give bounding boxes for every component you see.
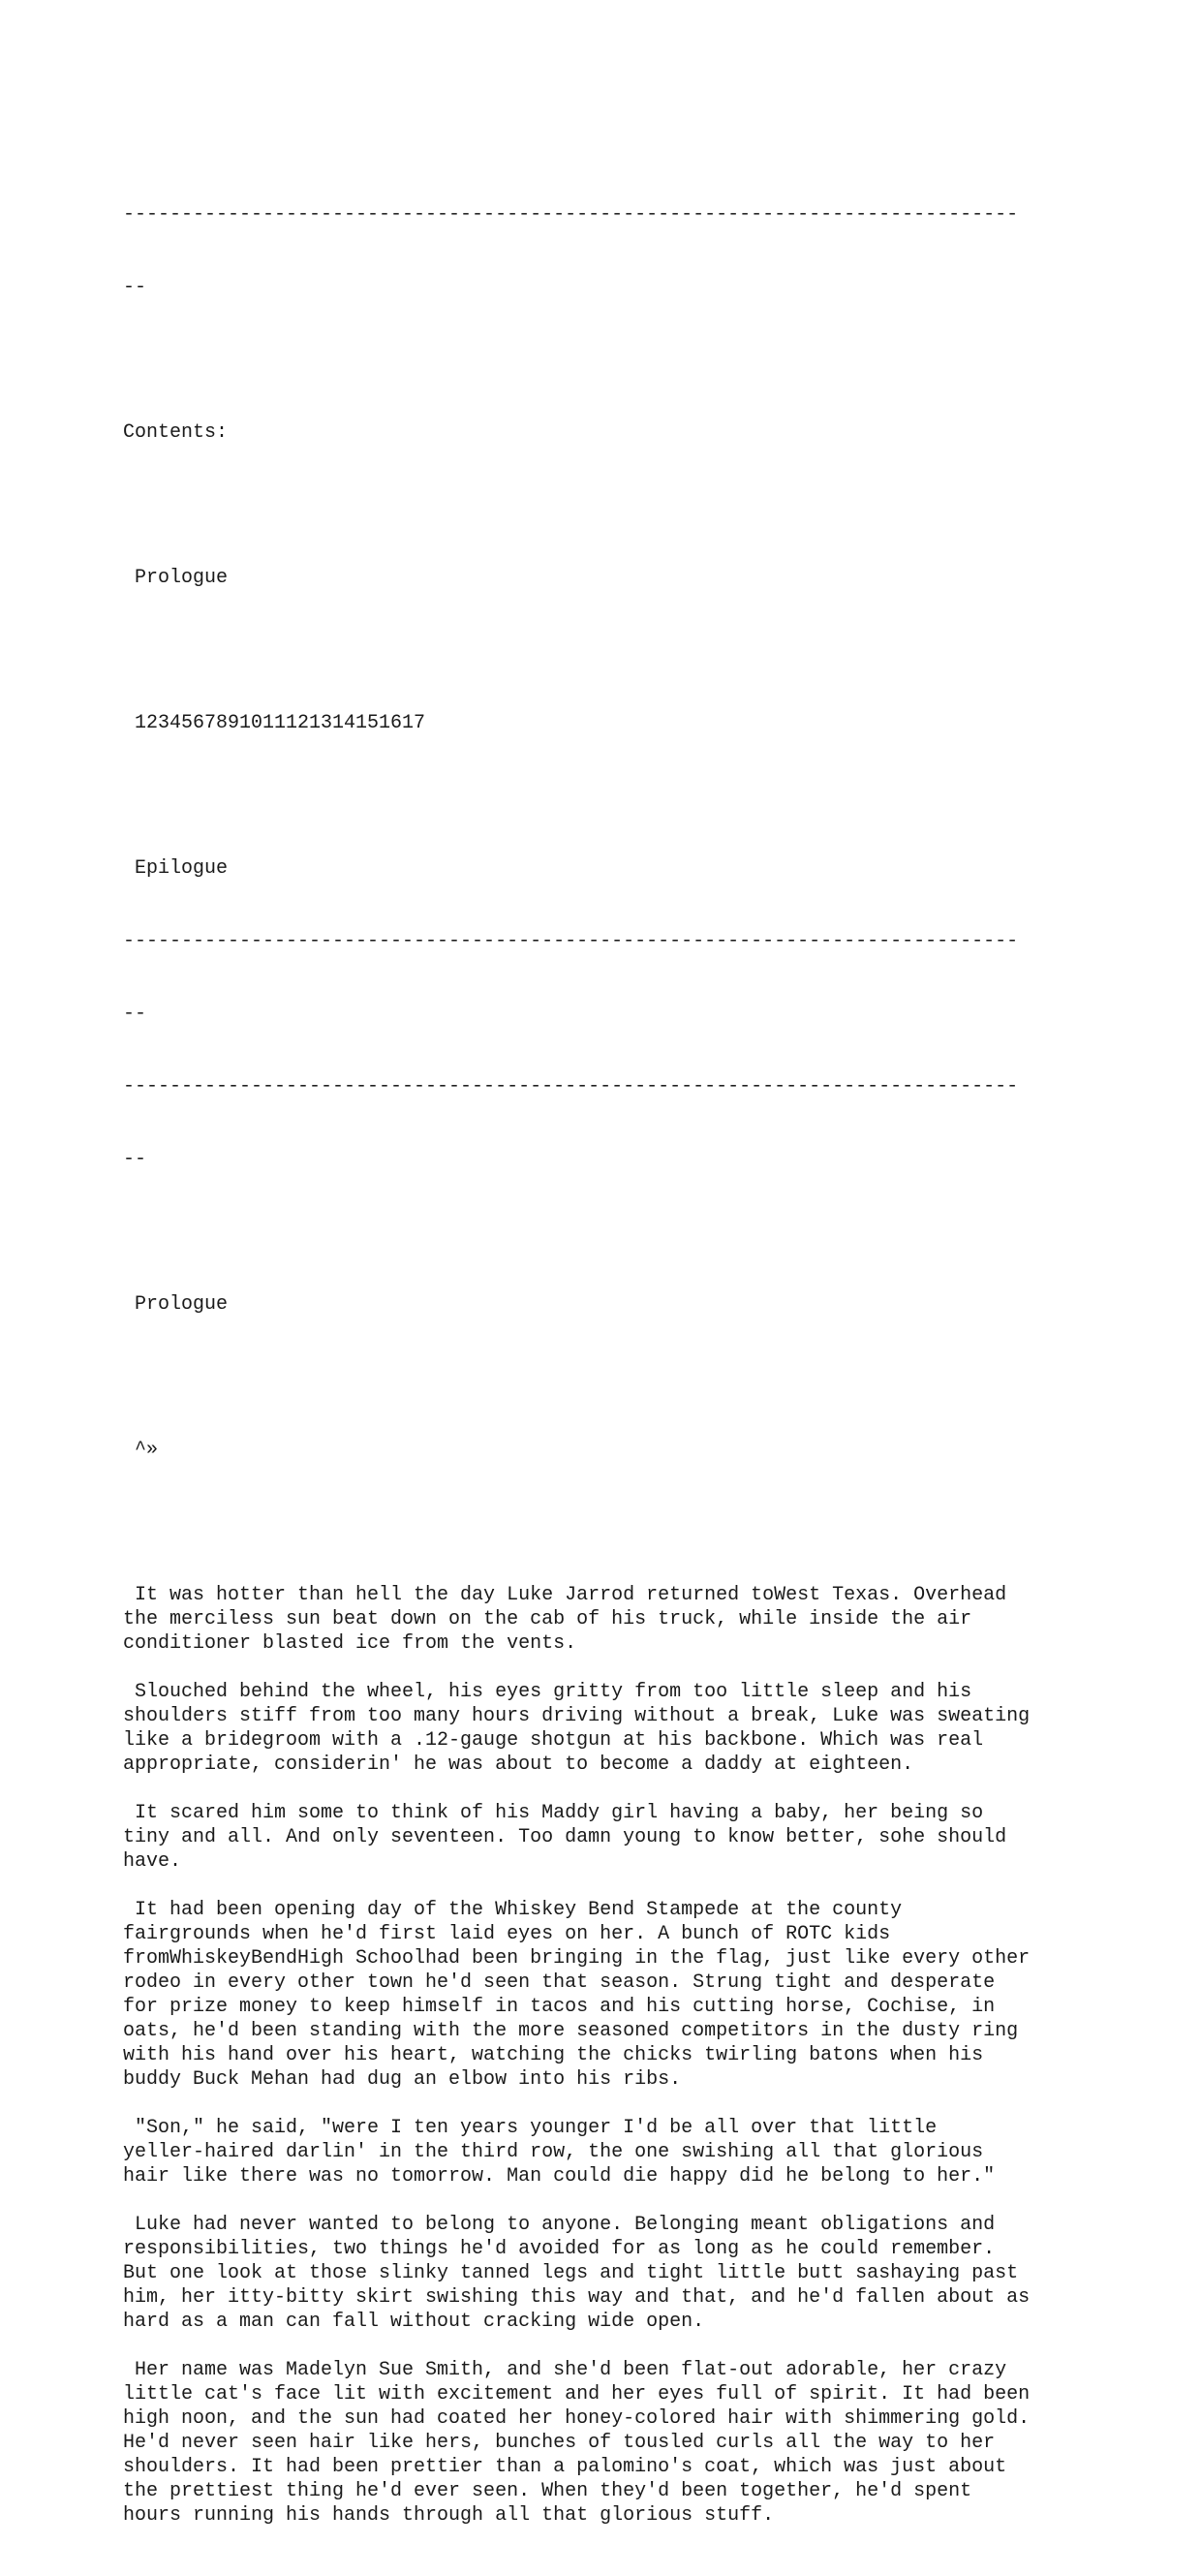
paragraph (123, 1680, 1092, 1777)
paragraph-line: rodeo in every other town he'd seen that season. Strung tight and desperate (123, 1971, 996, 1994)
paragraph-line: oats, he'd been standing with the more seasoned competitors in the dusty ring (123, 2020, 1019, 2042)
paragraph-line: appropriate, considerin' he was about to become a daddy at eighteen. (123, 1754, 914, 1776)
paragraph-line: conditioner blasted ice from the vents. (123, 1632, 577, 1655)
contents-heading: Contents: (123, 421, 229, 444)
contents-link-epilogue[interactable]: Epilogue (135, 857, 229, 880)
paragraph (123, 1583, 1092, 1656)
paragraph (123, 2116, 1092, 2188)
paragraph (123, 2358, 1092, 2528)
separator-rule-tail: -- (123, 276, 147, 298)
paragraph-line: fairgrounds when he'd first laid eyes on her. A bunch of ROTC kids (123, 1923, 891, 1945)
paragraph-line: the prettiest thing he'd ever seen. When they'd been together, he'd spent (123, 2480, 972, 2502)
paragraph-line: like a bridegroom with a .12-gauge shotgun at his backbone. Which was real (123, 1729, 984, 1752)
paragraph-line: "Son," he said, "were I ten years younger I'd be all over that little (123, 2117, 938, 2139)
paragraph-line: hair like there was no tomorrow. Man could die happy did he belong to her." (123, 2165, 996, 2188)
paragraph-line: little cat's face lit with excitement and her eyes full of spirit. It had been (123, 2383, 1031, 2405)
paragraph-line: shoulders stiff from too many hours driving without a break, Luke was sweating (123, 1705, 1031, 1727)
paragraph-line: Her name was Madelyn Sue Smith, and she'd been flat-out adorable, her crazy (123, 2359, 1007, 2381)
paragraph-line: It had been opening day of the Whiskey Bend Stampede at the county (123, 1899, 903, 1921)
paragraph (123, 2213, 1092, 2334)
ornament: ^» (135, 1439, 159, 1461)
paragraph-line: the merciless sun beat down on the cab of his truck, while inside the air (123, 1608, 972, 1630)
document-text (123, 154, 1092, 2576)
separator-rule-tail: -- (123, 1003, 147, 1025)
paragraph-line: buddy Buck Mehan had dug an elbow into his ribs. (123, 2068, 682, 2091)
paragraph-line: Slouched behind the wheel, his eyes gritty from too little sleep and his (123, 1681, 972, 1703)
separator-rule-tail: -- (123, 1148, 147, 1170)
separator-rule: ----------------------------------------------------------------------------- (123, 203, 1019, 226)
paragraph-line: tiny and all. And only seventeen. Too damn young to know better, sohe should (123, 1826, 1007, 1848)
chapter-title: Prologue (135, 1293, 229, 1316)
paragraph (123, 1898, 1092, 2092)
paragraph-line: with his hand over his heart, watching the chicks twirling batons when his (123, 2044, 984, 2066)
paragraph-line: him, her itty-bitty skirt swishing this way and that, and he'd fallen about as (123, 2286, 1031, 2309)
separator-rule: ----------------------------------------------------------------------------- (123, 930, 1019, 952)
body-paragraphs (123, 1583, 1092, 2528)
paragraph-line: But one look at those slinky tanned legs and tight little butt sashaying past (123, 2262, 1019, 2284)
paragraph-line: high noon, and the sun had coated her honey-colored hair with shimmering gold. (123, 2407, 1031, 2430)
paragraph-line: It scared him some to think of his Maddy girl having a baby, her being so (123, 1802, 984, 1824)
contents-chapter-links[interactable]: 1234567891011121314151617 (135, 712, 426, 734)
paragraph-line: It was hotter than hell the day Luke Jarrod returned toWest Texas. Overhead (123, 1584, 1007, 1606)
paragraph-line: hard as a man can fall without cracking wide open. (123, 2311, 705, 2333)
paragraph (123, 1801, 1092, 1874)
paragraph-line: have. (123, 1850, 182, 1873)
contents-link-prologue[interactable]: Prologue (135, 567, 229, 589)
paragraph-line: for prize money to keep himself in tacos and his cutting horse, Cochise, in (123, 1996, 996, 2018)
paragraph-line: responsibilities, two things he'd avoided for as long as he could remember. (123, 2238, 996, 2260)
separator-rule: ----------------------------------------------------------------------------- (123, 1075, 1019, 1098)
paragraph-line: hours running his hands through all that glorious stuff. (123, 2504, 775, 2527)
paragraph-line: fromWhiskeyBendHigh Schoolhad been bringing in the flag, just like every other (123, 1947, 1031, 1970)
paragraph-line: He'd never seen hair like hers, bunches of tousled curls all the way to her (123, 2432, 996, 2454)
paragraph-line: Luke had never wanted to belong to anyone. Belonging meant obligations and (123, 2214, 996, 2236)
paragraph-line: yeller-haired darlin' in the third row, the one swishing all that glorious (123, 2141, 984, 2163)
paragraph-line: shoulders. It had been prettier than a palomino's coat, which was just about (123, 2456, 1007, 2478)
